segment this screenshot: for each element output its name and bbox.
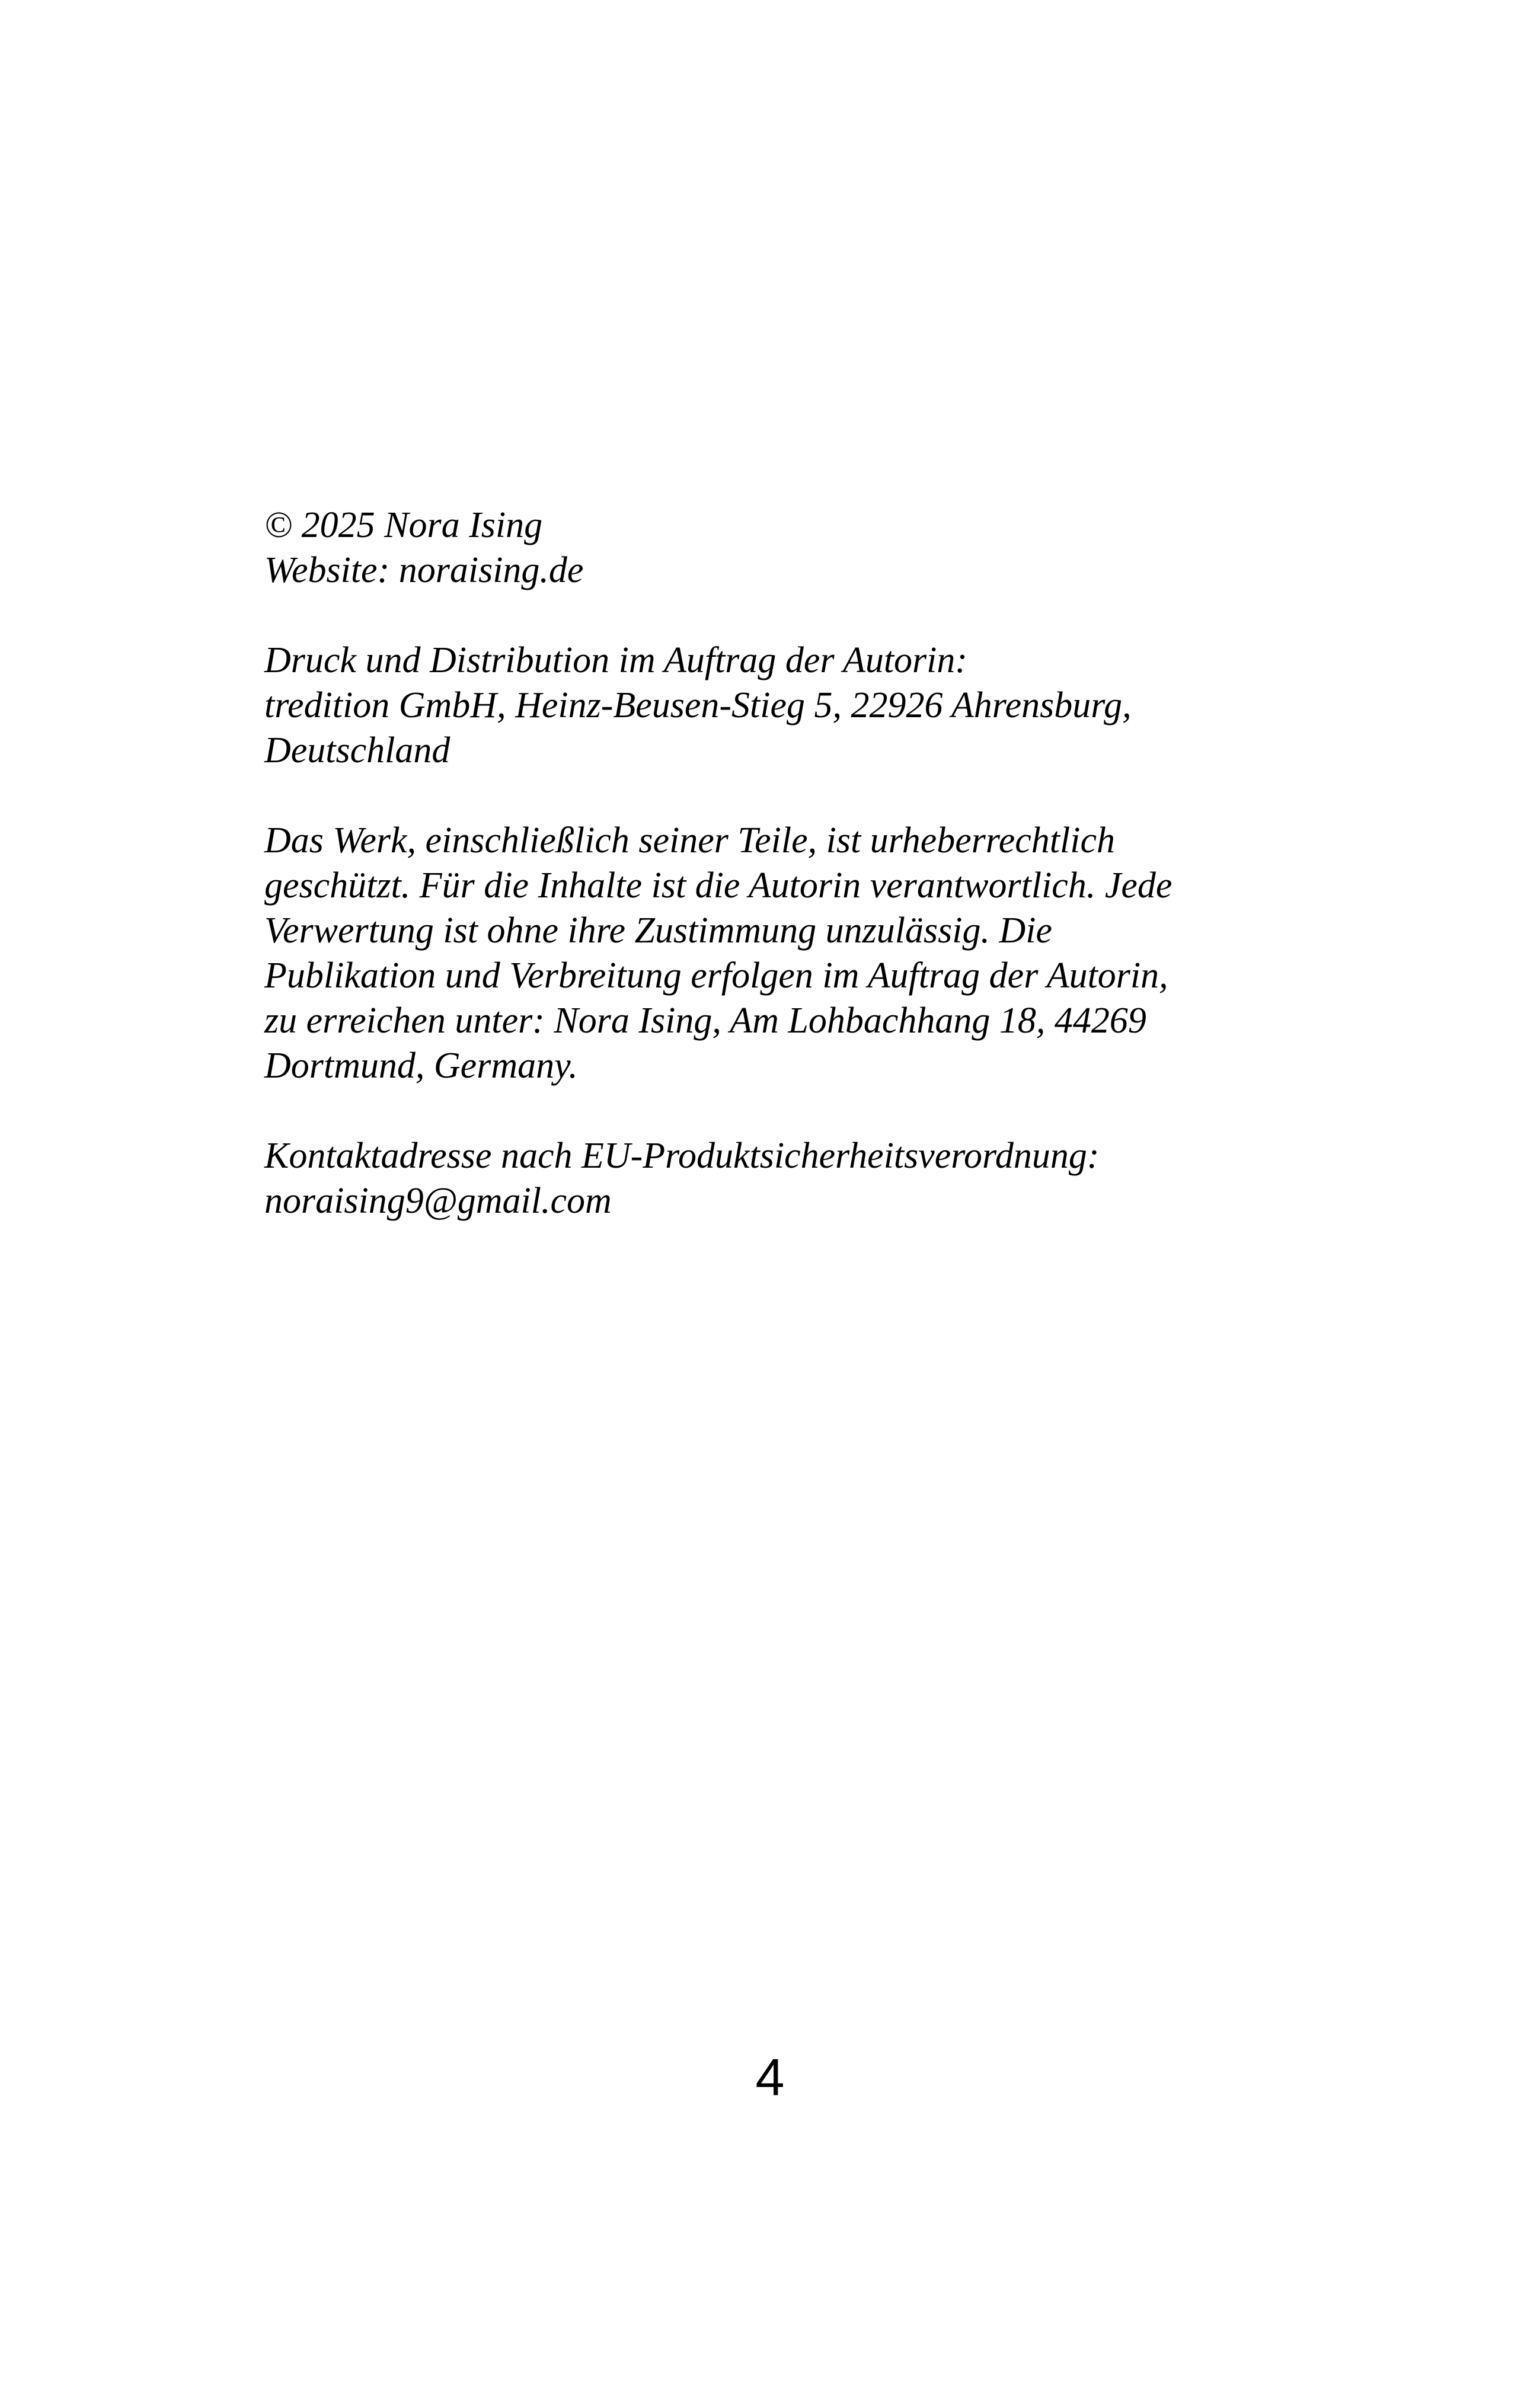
rights-line: Publikation und Verbreitung erfolgen im Auftrag der Autorin, xyxy=(264,955,1168,996)
rights-line: geschützt. Für die Inhalte ist die Autorin verantwortlich. Jede xyxy=(264,865,1172,906)
contact-email-line: noraising9@gmail.com xyxy=(264,1181,612,1221)
copyright-line: © 2025 Nora Ising xyxy=(264,505,543,545)
printing-block xyxy=(264,638,1319,773)
contact-label-line: Kontaktadresse nach EU-Produktsicherheitsverordnung: xyxy=(264,1136,1100,1176)
publisher-country-line: Deutschland xyxy=(264,730,451,771)
contact-block xyxy=(264,1133,1319,1223)
rights-line: Das Werk, einschließlich seiner Teile, ist urheberrechtlich xyxy=(264,820,1115,861)
copyright-block xyxy=(264,503,1319,593)
rights-line: Verwertung ist ohne ihre Zustimmung unzulässig. Die xyxy=(264,910,1053,951)
imprint-text xyxy=(264,503,1319,1268)
page-number: 4 xyxy=(755,2048,785,2107)
printing-line: Druck und Distribution im Auftrag der Autorin: xyxy=(264,640,968,680)
rights-line: Dortmund, Germany. xyxy=(264,1046,578,1086)
website-line: Website: noraising.de xyxy=(264,550,584,590)
rights-block xyxy=(264,818,1319,1088)
publisher-address-line: tredition GmbH, Heinz-Beusen-Stieg 5, 22926 Ahrensburg, xyxy=(264,685,1132,726)
rights-line: zu erreichen unter: Nora Ising, Am Lohbachhang 18, 44269 xyxy=(264,1001,1146,1041)
